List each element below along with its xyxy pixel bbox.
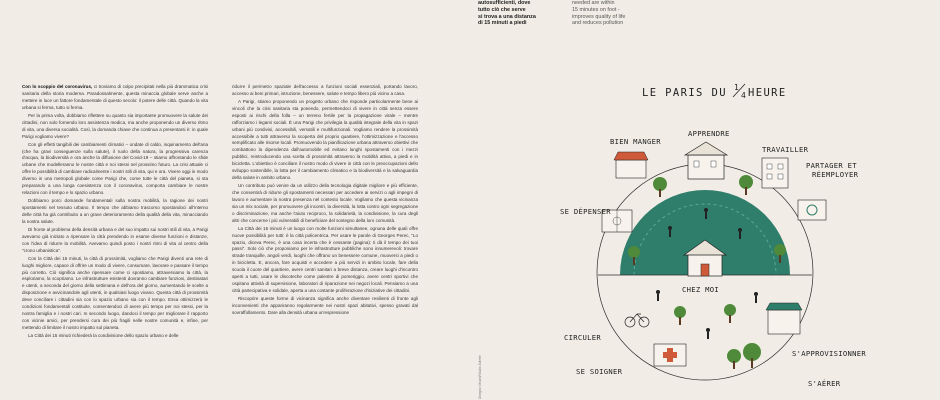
article-column-1 — [22, 84, 208, 400]
market-stall-icon — [614, 152, 648, 178]
paragraph: Dobbiamo porci domande fondamentali sulla nostra mobilità, la ragione dei nostri spostamenti nel tessuto urbano. Il tempo che abbiamo trascorso spostandoci all'interno delle città ha già contribuito a un grave deterioramento della qualità della vita, minacciando la nostra salute. — [22, 198, 208, 224]
paragraph: ridurre il perimetro spaziale dell'accesso a funzioni sociali essenziali, portando lavoro, accesso ai beni primari, istruzione, benessere, salute e tempo libero più vicino a casa. — [232, 84, 418, 96]
quote-line: improves quality of life — [572, 13, 626, 20]
quote-line: and reduces pollution — [572, 20, 624, 27]
paragraph-text: ci troviamo di colpo precipitati nella più drammatica crisi sanitaria della storia moderna. Paradossalmente, questa minaccia globale serve anche a mettere in luce un fattore fondamentale di questo secolo: il potere delle città. Quando la vita urbana si ferma, tutto si ferma. — [22, 84, 208, 110]
illustration-title-suffix: HEURE — [748, 87, 787, 99]
label-share: PARTAGER ET — [806, 161, 857, 170]
label-care: SE SOIGNER — [576, 367, 623, 376]
paragraph: La Città dei 15 minuti richiederà la condivisione dello spazio urbano e delle — [28, 332, 179, 338]
illustration-credit: Disegno: Micael/Studio Juliette — [478, 355, 482, 399]
hospital-icon — [654, 344, 686, 366]
svg-text:4: 4 — [741, 91, 747, 100]
quote-line: di 15 minuti a piedi — [478, 20, 527, 27]
fraction-quarter — [733, 83, 746, 100]
paragraph: Un contributo può venire da un utilizzo della tecnologia digitale migliore e più efficiente, che consentirà di ridurre gli spostamenti necessari per accedere ai servizi o agli impegni di lavoro e aumentare la nostra presenza nel contesto locale. Vogliamo che questa vicinanza sia un mix sociale, per promuovere gli incontri, la diversità, la lotta contro ogni segregazione o discriminazione, ma anche l'aiuto reciproco, la solidarietà, la condivisione, la cura degli altri che concerne i più vulnerabili di beneficiare del sostegno della loro comunità. — [232, 183, 418, 223]
quote-line: autosufficienti, dove — [478, 0, 531, 6]
office-icon — [762, 158, 788, 188]
quote-line: tutto ciò che serve — [478, 6, 526, 13]
tree-icon — [674, 306, 686, 325]
label-reuse: RÉEMPLOYER — [812, 170, 859, 179]
paragraph: Con gli effetti tangibili dei cambiamenti climatici – ondate di caldo, inquinamento dell'aria (che ha gravi conseguenze sulla salute), il ruolo della natura, la progressiva carenza d'acqua, la biodiversità e ora anche la diffusione del Covid-19 – stiamo affrontando le sfide urbane che modelleranno le nostre città e noi stessi nel prossimo futuro. La crisi attuale ci offre le possibilità di cambiare radicalmente i nostri stili di vita, qui e ora. Vivere oggi in modo diverso in una metropoli globale come Parigi che, come tutte le città del pianeta, si sta preparando a una lunga coesistenza con il coronavirus, comporta cambiare le nostre relazioni con il tempo e lo spazio urbano. — [22, 141, 208, 195]
tree-icon — [724, 304, 736, 323]
paragraph: La Città dei 15 minuti è un luogo con molte funzioni simultanee, ognuna delle quali offre nuove possibilità per tutti: è la città policentrica. Per usare le parole di Georges Perec, "Lo spazio, diceva Perec, è una cosa incerta che è cessante (pagina): ti dà il tempo dei tuoi passi". Solo ciò che proponiamo per le infrastrutture pubbliche sono innumerevoli: trovare strade tranquille, angoli verdi, luoghi che offrano un benessere comune, muoversi a piedi o in bicicletta. E, ancora, fare acquisti e accedere a più servizi in ambito locale, fare della scuola il cuore del quartiere, avere centri sanitari a breve distanza, creare luoghi d'incontro aperti a tutti, usare le discoteche come palestre di pomeriggio, avere centri sportivi che ospitano attività di supervisione, laboratori di riparazione nei negozi locali. Pensiamo a una città partecipativa e solidale, aperta a una costante proliferazione d'iniziative dei cittadini. — [232, 225, 418, 293]
pull-quote-english — [572, 0, 652, 27]
illustration-title: LE PARIS DU — [642, 87, 727, 99]
learn-building-icon — [685, 142, 727, 179]
paragraph: A Parigi, stiamo proponendo un progetto urbano che risponde particolarmente bene ai vincoli che la crisi sanitaria sta ponendo, permettendoci di vivere in città senza essere esposti ai rischi della folla – un terreno fertile per la propagazione virale – mentre rafforziamo i legami sociali. È una Parigi che privilegia la qualità integrale della vita in spazi urbani più condivisi, accessibili, versatili e multifunzionali. Vogliamo rendere la prossimità accessibile a tutti attraverso la scoperta del proprio quartiere, l'ottimizzazione e l'accesso semplificato alle risorse locali. Promuovendo la pianificazione urbana attraverso obiettivi che combattono la dipendenza dall'automobile ed evitano lunghi spostamenti con i mezzi pubblici, reintroducendo una scelta di prossimità attraverso la mobilità attiva, a piedi e in bicicletta. L'obiettivo è conciliare il nostro modo di vivere in città con le preoccupazioni dello sviluppo sostenibile, la lotta per il cambiamento climatico e la biodiversità e la salvaguardia della salute in ambito urbano. — [232, 99, 418, 180]
label-work: TRAVAILLER — [762, 145, 809, 154]
label-learn: APPRENDRE — [688, 129, 730, 138]
paragraph — [22, 84, 208, 112]
bicycle-icon — [625, 314, 649, 327]
tree-icon — [653, 177, 667, 197]
paragraph: Di fronte al problema della densità urbana e del suo impatto sui nostri stili di vita, a Parigi avevamo già iniziato a ripensare la città prendendo in esame diverse funzioni e distanze, con l'idea di ridurre la mobilità. Avevamo quindi posto i nostri ritmi di vita al centro della "crono urbanistica". — [22, 226, 208, 253]
paris-quarter-hour-illustration — [530, 60, 940, 400]
label-spend: SE DÉPENSER — [560, 207, 611, 216]
label-supply: S'APPROVISIONNER — [792, 349, 867, 358]
label-air: S'AÉRER — [808, 379, 841, 388]
park-icon — [727, 343, 761, 369]
label-circulate: CIRCULER — [564, 333, 602, 342]
label-home: CHEZ MOI — [682, 285, 720, 294]
tree-icon — [739, 175, 753, 195]
quote-line: needed are within — [572, 0, 615, 6]
paragraph: Riscoprire queste forme di vicinanza significa anche diventare resilienti di fronte agli inconvenienti che appariranno regolarmente nei nostri spazi abitativi, spesso gravati dal sovraffollamento. Dare alla densità urbana un'espressione — [232, 295, 418, 315]
quote-line: si trova a una distanza — [478, 13, 536, 20]
pull-quote-italian — [478, 0, 568, 27]
recycle-shop-icon — [798, 200, 826, 220]
paragraph: Con la Città dei 15 minuti, la città di prossimità, vogliamo che Parigi diventi una rete di luoghi migliore, capace di offrire un modo di vivere, consumare, lavorare e passare il tempo più corretto. Ciò significa anche ripensare come ci spostiamo, attraversiamo la città, la esploriamo, la scopriamo. Le infrastrutture esistenti dovranno cambiare funzioni, destinatari e utenti, a seconda del giorno della settimana e dell'ora del giorno, aumentando le scelte a disposizione e avvicinandole agli utenti, in qualsiasi luogo vivano. Questa città di prossimità deve conciliare i cittadini sia con lo spazio urbano sia con il tempo. Essa ottimizzerà le condizioni fondamentali costituite, consentendoci di avere più tempo per noi stessi, per la nostra famiglia e i nostri cari. In secondo luogo, dandoci il tempo per migliorare il rapporto con vicinie amici, per prendersi cura dei più fragili nelle nostre comunità e, infine, per mettendo di limitare il nostro impatto sul pianeta. — [22, 255, 208, 330]
label-eat: BIEN MANGER — [610, 137, 661, 146]
article-column-2 — [232, 84, 418, 400]
shop-icon — [766, 303, 802, 334]
lead-in: Con lo scoppio del coronavirus, — [22, 84, 93, 89]
paragraph: Per la prima volta, dobbiamo riflettere su quanto sia importante promuovere la salute dei cittadini, non solo fornendo loro assistenza medica, ma anche proponendo un diverso ritmo di vita, una diversa socialità. Così, la domanda chiave che continua a presentarsi è: in quale Parigi vogliamo vivere? — [22, 112, 208, 139]
quote-line: 15 minutes on foot - — [572, 6, 620, 13]
svg-text:1: 1 — [734, 83, 740, 92]
